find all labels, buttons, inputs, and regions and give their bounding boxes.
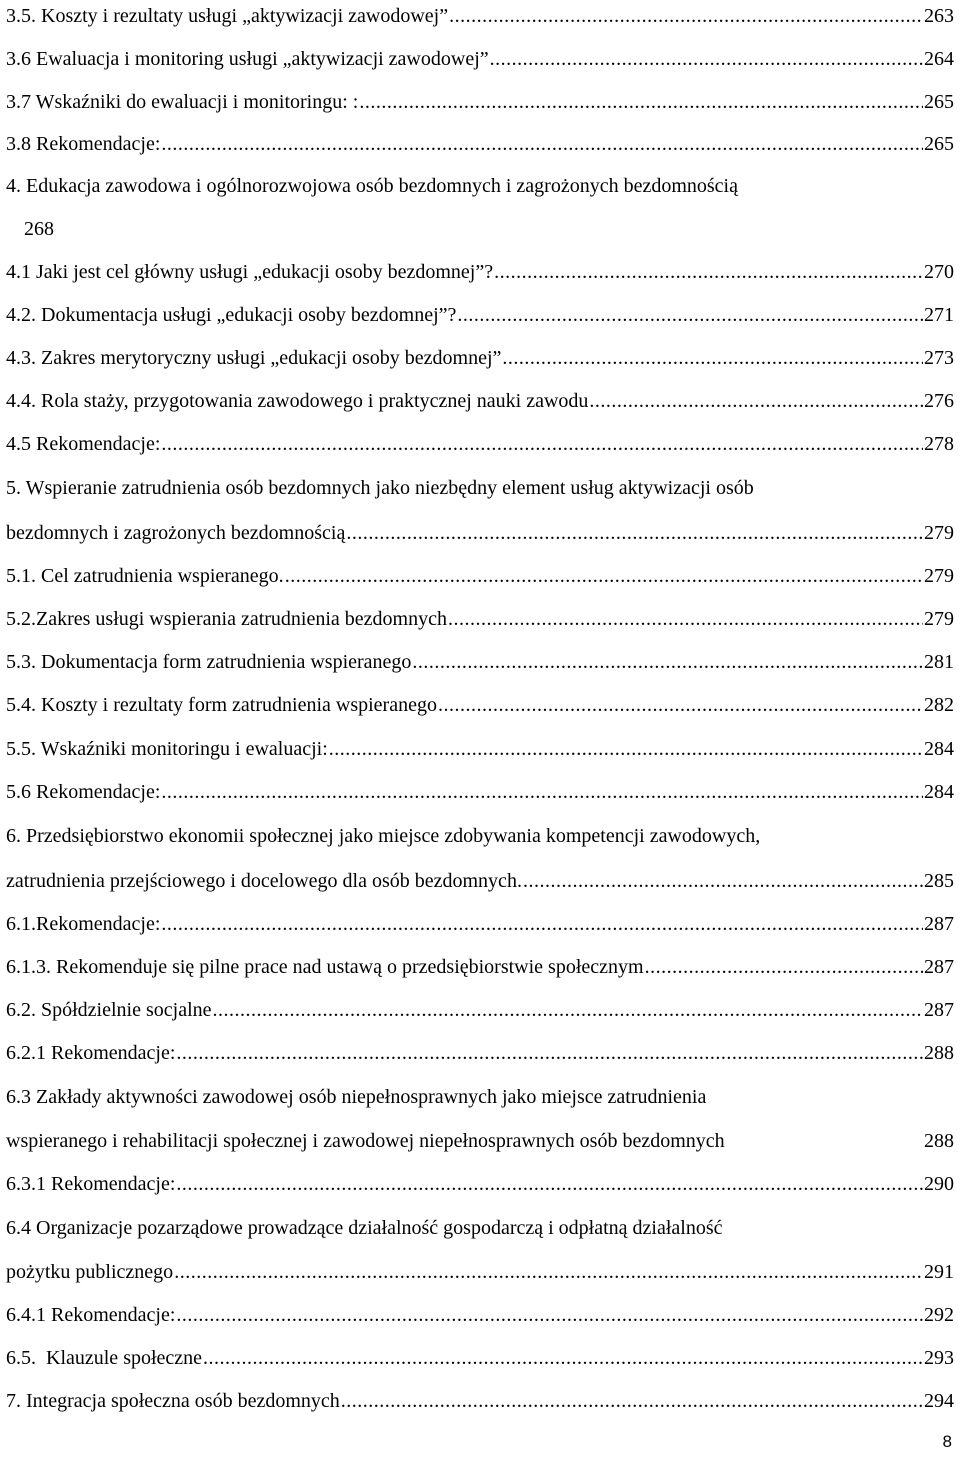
toc-entry-page: 265 <box>924 91 954 113</box>
toc-entry-page: 284 <box>924 738 954 760</box>
toc-entry-page: 279 <box>924 608 954 630</box>
toc-entry[interactable] <box>6 952 954 982</box>
toc-entry-title: 5.6 Rekomendacje: <box>6 781 161 803</box>
toc-entry-title: 3.8 Rekomendacje: <box>6 133 161 155</box>
toc-entry-title: 7. Integracja społeczna osób bezdomnych <box>6 1390 340 1412</box>
toc-leader-dots <box>438 690 923 720</box>
toc-entry-page: 263 <box>924 5 954 27</box>
toc-leader-dots <box>341 1386 923 1416</box>
toc-entry[interactable] <box>6 1213 723 1243</box>
toc-entry-title: 3.7 Wskaźniki do ewaluacji i monitoringu: : <box>6 91 359 113</box>
toc-entry-title: 4.1 Jaki jest cel główny usługi „edukacji osoby bezdomnej”? <box>6 261 494 283</box>
toc-leader-dots <box>589 386 923 416</box>
toc-entry-continuation[interactable] <box>6 518 954 548</box>
toc-entry[interactable] <box>6 995 954 1025</box>
toc-entry-continuation[interactable] <box>6 1126 954 1156</box>
toc-entry[interactable] <box>6 690 954 720</box>
toc-leader-dots <box>161 777 923 807</box>
toc-leader-dots <box>285 561 923 591</box>
toc-entry-page: 278 <box>924 433 954 455</box>
toc-entry-title: 4.5 Rekomendacje: <box>6 433 161 455</box>
toc-entry-page: 279 <box>924 565 954 587</box>
toc-entry[interactable] <box>6 647 954 677</box>
toc-entry-title: 6.2.1 Rekomendacje: <box>6 1042 176 1064</box>
toc-entry-page: 292 <box>924 1304 954 1326</box>
toc-entry-page: 270 <box>924 261 954 283</box>
toc-entry[interactable] <box>6 561 954 591</box>
toc-entry[interactable] <box>6 1169 954 1199</box>
toc-leader-dots <box>490 44 923 74</box>
toc-leader-dots <box>174 1257 923 1287</box>
toc-entry-continuation[interactable] <box>24 214 54 244</box>
toc-entry[interactable] <box>6 1082 706 1112</box>
toc-entry-page: 265 <box>924 133 954 155</box>
toc-entry-page: 288 <box>924 1042 954 1064</box>
toc-entry[interactable] <box>6 734 954 764</box>
toc-entry[interactable] <box>6 473 754 503</box>
toc-entry-page: 291 <box>924 1261 954 1283</box>
toc-entry-page: 281 <box>924 651 954 673</box>
toc-entry-page: 264 <box>924 48 954 70</box>
toc-entry-title: 5.4. Koszty i rezultaty form zatrudnienia wspieranego <box>6 694 437 716</box>
toc-entry-page: 285 <box>924 870 954 892</box>
toc-entry-title: 6.4 Organizacje pozarządowe prowadzące działalność gospodarczą i odpłatną działalność <box>6 1217 723 1239</box>
toc-entry-title: 4. Edukacja zawodowa i ogólnorozwojowa osób bezdomnych i zagrożonych bezdomnością <box>6 175 738 197</box>
toc-entry[interactable] <box>6 129 954 159</box>
toc-entry[interactable] <box>6 386 954 416</box>
toc-entry-page: 294 <box>924 1390 954 1412</box>
toc-leader-dots <box>161 909 923 939</box>
toc-entry-title: 3.6 Ewaluacja i monitoring usługi „aktywizacji zawodowej” <box>6 48 489 70</box>
toc-entry-page: 293 <box>924 1347 954 1369</box>
toc-entry-title: 6.2. Spółdzielnie socjalne <box>6 999 212 1021</box>
toc-entry-title: 4.3. Zakres merytoryczny usługi „edukacji osoby bezdomnej” <box>6 347 502 369</box>
toc-entry-page: 276 <box>924 390 954 412</box>
toc-entry-title: 6.3 Zakłady aktywności zawodowej osób niepełnosprawnych jako miejsce zatrudnienia <box>6 1086 707 1108</box>
toc-leader-dots <box>449 1 923 31</box>
toc-entry-page: 273 <box>924 347 954 369</box>
toc-entry-title: zatrudnienia przejściowego i docelowego dla osób bezdomnych. <box>6 870 522 892</box>
toc-entry-continuation[interactable] <box>6 866 954 896</box>
toc-leader-dots <box>448 604 923 634</box>
toc-entry[interactable] <box>6 1386 954 1416</box>
toc-leader-dots <box>161 129 923 159</box>
toc-entry-page: 284 <box>924 781 954 803</box>
toc-leader-dots <box>176 1038 923 1068</box>
toc-entry[interactable] <box>6 909 954 939</box>
toc-leader-dots <box>213 995 923 1025</box>
toc-entry-title: 5.3. Dokumentacja form zatrudnienia wspieranego <box>6 651 412 673</box>
toc-entry-title: 6.1.Rekomendacje: <box>6 913 161 935</box>
toc-entry-title: wspieranego i rehabilitacji społecznej i zawodowej niepełnosprawnych osób bezdomnych <box>6 1130 725 1152</box>
toc-leader-dots <box>203 1343 923 1373</box>
toc-entry-title: 6.1.3. Rekomenduje się pilne prace nad ustawą o przedsiębiorstwie społecznym <box>6 956 644 978</box>
toc-leader-dots <box>412 647 923 677</box>
toc-leader-dots <box>359 87 923 117</box>
toc-entry-page: 287 <box>924 956 954 978</box>
toc-entry-title: 6.3.1 Rekomendacje: <box>6 1173 176 1195</box>
toc-entry-page: 290 <box>924 1173 954 1195</box>
toc-entry-title: 6.5. Klauzule społeczne <box>6 1347 203 1369</box>
toc-entry-page: 287 <box>924 999 954 1021</box>
toc-entry[interactable] <box>6 257 954 287</box>
toc-entry-title: pożytku publicznego <box>6 1261 174 1283</box>
toc-entry-page: 282 <box>924 694 954 716</box>
toc-entry-title: 5.1. Cel zatrudnienia wspieranego. <box>6 565 284 587</box>
toc-entry-title: 4.4. Rola staży, przygotowania zawodowego i praktycznej nauki zawodu <box>6 390 589 412</box>
toc-entry-page: 271 <box>924 304 954 326</box>
toc-leader-dots <box>645 952 923 982</box>
toc-entry-page: 268 <box>24 218 54 240</box>
toc-entry-title: 6. Przedsiębiorstwo ekonomii społecznej jako miejsce zdobywania kompetencji zawodowych, <box>6 825 761 847</box>
toc-entry-page: 287 <box>924 913 954 935</box>
toc-entry[interactable] <box>6 171 738 201</box>
toc-leader-dots <box>161 429 923 459</box>
toc-leader-dots <box>346 518 923 548</box>
toc-entry[interactable] <box>6 300 954 330</box>
toc-entry-title: 5.2.Zakres usługi wspierania zatrudnienia bezdomnych <box>6 608 447 630</box>
toc-entry[interactable] <box>6 1300 954 1330</box>
toc-leader-dots <box>176 1300 923 1330</box>
toc-entry[interactable] <box>6 821 760 851</box>
toc-entry[interactable] <box>6 1343 954 1373</box>
toc-leader-dots <box>523 866 923 896</box>
toc-entry[interactable] <box>6 1038 954 1068</box>
toc-entry-continuation[interactable] <box>6 1257 954 1287</box>
toc-leader-dots <box>502 343 923 373</box>
toc-leader-dots <box>329 734 923 764</box>
toc-entry-title: 5. Wspieranie zatrudnienia osób bezdomnych jako niezbędny element usług aktywizacji osób <box>6 477 754 499</box>
toc-entry-page: 279 <box>924 522 954 544</box>
toc-leader-dots <box>494 257 923 287</box>
toc-leader-dots <box>457 300 923 330</box>
toc-entry-title: 5.5. Wskaźniki monitoringu i ewaluacji: <box>6 738 328 760</box>
toc-entry[interactable] <box>6 44 954 74</box>
toc-entry[interactable] <box>6 429 954 459</box>
toc-entry[interactable] <box>6 343 954 373</box>
toc-entry[interactable] <box>6 604 954 634</box>
toc-entry[interactable] <box>6 1 954 31</box>
toc-entry[interactable] <box>6 777 954 807</box>
toc-leader-dots <box>176 1169 923 1199</box>
toc-entry-title: 6.4.1 Rekomendacje: <box>6 1304 176 1326</box>
toc-entry[interactable] <box>6 87 954 117</box>
toc-entry-page: 288 <box>924 1130 954 1152</box>
toc-entry-title: bezdomnych i zagrożonych bezdomnością <box>6 522 346 544</box>
toc-entry-title: 3.5. Koszty i rezultaty usługi „aktywizacji zawodowej” <box>6 5 449 27</box>
toc-entry-title: 4.2. Dokumentacja usługi „edukacji osoby bezdomnej”? <box>6 304 457 326</box>
page-number: 8 <box>942 1432 952 1451</box>
